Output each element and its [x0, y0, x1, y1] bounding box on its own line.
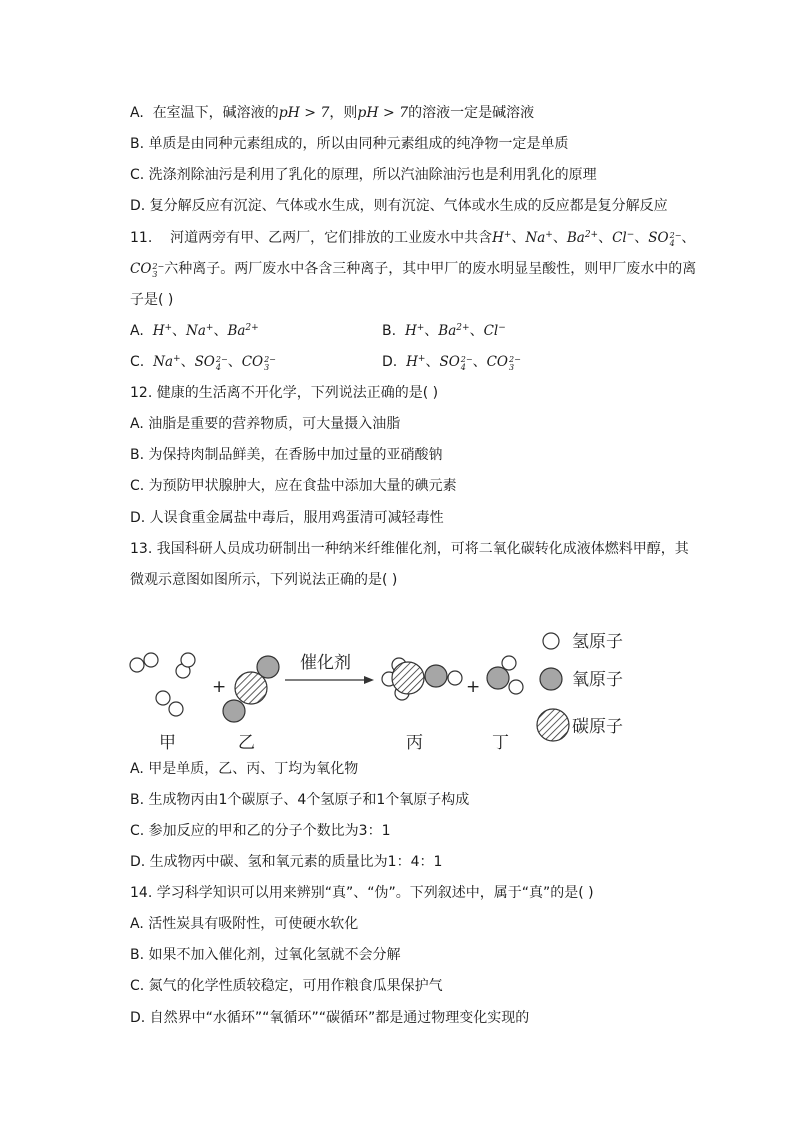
q12-option-b: B. 为保持肉制品鲜美，在香肠中加过量的亚硝酸钠 — [130, 447, 443, 463]
q12-stem: 12. 健康的生活离不开化学，下列说法正确的是( ) — [130, 385, 439, 401]
reaction-micro-diagram — [120, 620, 640, 755]
q11-option-b: B. H+、$Ba^{2+}$、Cl− — [382, 323, 506, 339]
molecule-jia — [130, 653, 195, 716]
q12-option-c: C. 为预防甲状腺肿大，应在食盐中添加大量的碘元素 — [130, 478, 457, 494]
q11-option-c: C. Na+、SO 2− 4 、CO 2− 3 — [130, 354, 276, 372]
hydrogen-atom — [130, 658, 144, 672]
q13-option-c: C. 参加反应的甲和乙的分子个数比为3：1 — [130, 823, 391, 839]
q14-option-d: D. 自然界中“水循环”“氧循环”“碳循环”都是通过物理变化实现的 — [130, 1010, 530, 1026]
molecule-ding — [487, 656, 523, 694]
q14-stem: 14. 学习科学知识可以用来辨别“真”、“伪”。下列叙述中，属于“真”的是( ) — [130, 885, 594, 901]
q13-stem-line1: 13. 我国科研人员成功研制出一种纳米纤维催化剂，可将二氧化碳转化成液体燃料甲醇，其 — [130, 541, 689, 557]
hydrogen-atom — [448, 671, 462, 685]
label-ding: 丁 — [492, 733, 509, 753]
legend-oxygen-label: 氧原子 — [572, 670, 623, 690]
legend-oxygen-icon — [540, 668, 562, 690]
plus-sign: + — [212, 677, 227, 697]
q11-stem-line1: 11. 河道两旁有甲、乙两厂，它们排放的工业废水中共含H+、Na+、$Ba^{2+}$、Cl−、SO 2− 4 、 — [130, 230, 696, 248]
q10-option-a: A. 在室温下，碱溶液的pH > 7，则pH > 7的溶液一定是碱溶液 — [130, 105, 535, 121]
molecule-bing — [382, 658, 462, 700]
q10-option-d: D. 复分解反应有沉淀、气体或水生成，则有沉淀、气体或水生成的反应都是复分解反应 — [130, 198, 668, 214]
q13-option-b: B. 生成物丙由1个碳原子、4个氢原子和1个氧原子构成 — [130, 792, 470, 808]
q13-option-d: D. 生成物丙中碳、氢和氧元素的质量比为1：4：1 — [130, 854, 443, 870]
carbon-atom — [392, 662, 424, 694]
label-jia: 甲 — [159, 733, 176, 753]
legend-hydrogen-label: 氢原子 — [572, 632, 623, 652]
hydrogen-atom — [181, 653, 195, 667]
q14-option-c: C. 氮气的化学性质较稳定，可用作粮食瓜果保护气 — [130, 978, 443, 994]
hydrogen-atom — [509, 680, 523, 694]
q13-option-a: A. 甲是单质，乙、丙、丁均为氧化物 — [130, 761, 359, 777]
q11-option-a: A. H+、Na+、$Ba^{2+}$ — [130, 323, 259, 339]
hydrogen-atom — [502, 656, 516, 670]
carbon-atom — [235, 672, 267, 704]
q10-option-b: B. 单质是由同种元素组成的，所以由同种元素组成的纯净物一定是单质 — [130, 136, 569, 152]
plus-sign: + — [466, 677, 481, 697]
molecule-yi — [223, 656, 279, 722]
oxygen-atom — [223, 700, 245, 722]
legend-carbon-label: 碳原子 — [572, 717, 623, 737]
legend — [537, 632, 623, 741]
q12-option-a: A. 油脂是重要的营养物质，可大量摄入油脂 — [130, 416, 401, 432]
legend-hydrogen-icon — [543, 633, 559, 649]
hydrogen-atom — [156, 691, 170, 705]
hydrogen-atom — [169, 702, 183, 716]
q11-stem-line2: CO 2− 3 六种离子。两厂废水中各含三种离子，其中甲厂的废水明显呈酸性，则甲厂废水中的离 — [130, 261, 697, 279]
reaction-arrow — [285, 676, 374, 684]
q10-option-c: C. 洗涤剂除油污是利用了乳化的原理，所以汽油除油污也是利用乳化的原理 — [130, 167, 597, 183]
oxygen-atom — [487, 667, 509, 689]
q14-option-a: A. 活性炭具有吸附性，可使硬水软化 — [130, 916, 359, 932]
catalyst-label: 催化剂 — [300, 653, 351, 673]
q11-option-d: D. H+、SO 2− 4 、CO 2− 3 — [382, 354, 521, 372]
q11-stem-line3: 子是( ) — [130, 292, 174, 308]
hydrogen-atom — [144, 653, 158, 667]
label-bing: 丙 — [406, 733, 423, 753]
q14-option-b: B. 如果不加入催化剂，过氧化氢就不会分解 — [130, 947, 401, 963]
label-yi: 乙 — [238, 733, 255, 753]
q13-stem-line2: 微观示意图如图所示，下列说法正确的是( ) — [130, 572, 398, 588]
oxygen-atom — [425, 665, 447, 687]
q12-option-d: D. 人误食重金属盐中毒后，服用鸡蛋清可减轻毒性 — [130, 510, 444, 526]
legend-carbon-icon — [537, 709, 569, 741]
